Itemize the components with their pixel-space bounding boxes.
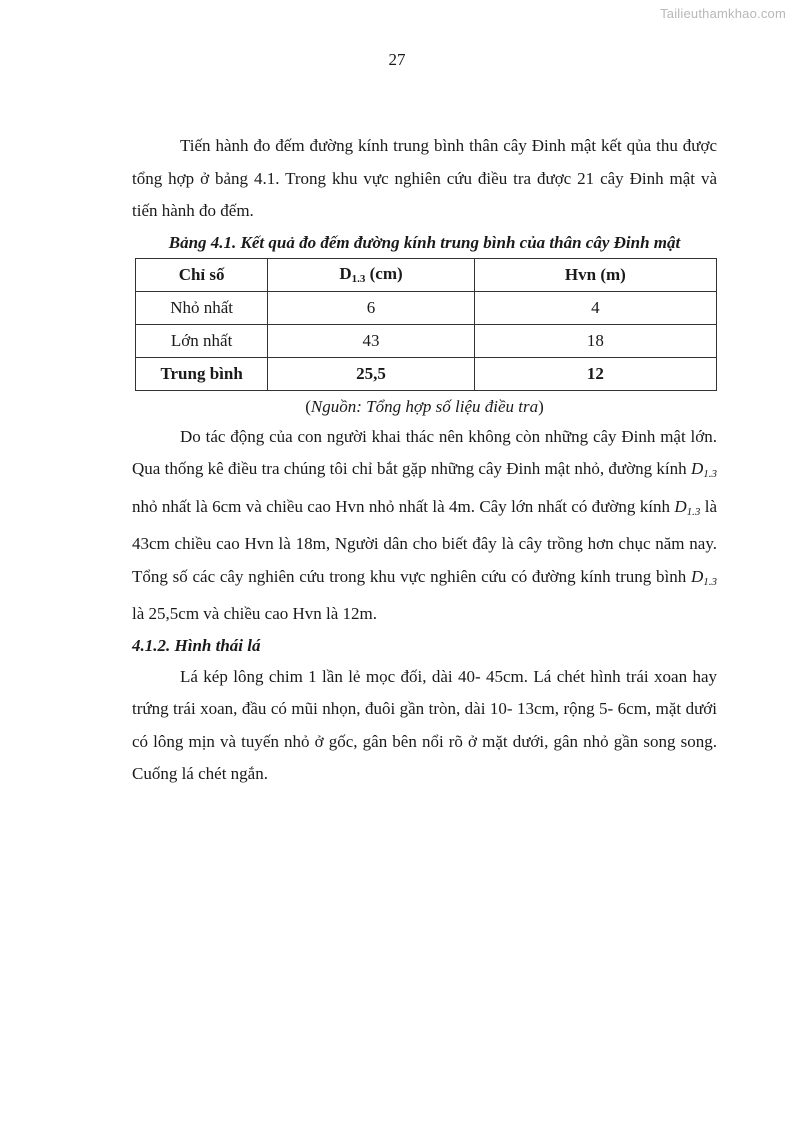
table-source [132, 393, 717, 421]
table-row [136, 324, 717, 357]
page-number: 27 [388, 50, 406, 69]
intro-paragraph: Tiến hành đo đếm đường kính trung bình thân cây Đinh mật kết qủa thu được tổng hợp ở bảng 4.1. Trong khu vực nghiên cứu điều tra được 21 cây Đinh mật và tiến hành đo đếm. [132, 136, 717, 220]
header-height: Hvn (m) [474, 258, 716, 291]
header-diameter-symbol: D [339, 264, 352, 283]
leaf-morphology-paragraph: Lá kép lông chim 1 lần lẻ mọc đối, dài 40- 45cm. Lá chét hình trái xoan hay trứng trái xoan, đầu có mũi nhọn, đuôi gần tròn, dài 10- 13cm, rộng 5- 6cm, mặt dưới có lông mịn và tuyến nhỏ ở gốc, gân bên nổi rõ ở mặt dưới, gân nhỏ gần song song. Cuống lá chét ngắn. [132, 666, 717, 783]
row-height: 12 [474, 357, 716, 390]
table-row [136, 291, 717, 324]
header-diameter-subscript: 1.3 [351, 273, 366, 285]
measurement-table [135, 258, 717, 391]
watermark: Tailieuthamkhao.com [660, 6, 786, 21]
diameter-symbol: D [690, 459, 704, 478]
header-diameter-unit: (cm) [365, 264, 403, 283]
diameter-subscript: 1.3 [703, 575, 717, 588]
row-label: Nhỏ nhất [136, 291, 268, 324]
table-caption: Bảng 4.1. Kết quả đo đếm đường kính trung bình của thân cây Đinh mật [168, 232, 681, 252]
header-diameter [268, 258, 475, 291]
analysis-text-1: Do tác động của con người khai thác nên không còn những cây Đinh mật lớn. Qua thống kê điều tra chúng tôi chỉ bắt gặp những cây Đinh mật nhỏ, đường kính [132, 426, 717, 478]
table-row-average [136, 357, 717, 390]
diameter-subscript: 1.3 [703, 468, 717, 480]
diameter-subscript: 1.3 [686, 505, 701, 518]
row-height: 4 [474, 291, 716, 324]
header-indicator: Chỉ số [136, 258, 268, 291]
analysis-text-4: là 25,5cm và chiều cao Hvn là 12m. [132, 604, 378, 623]
table-header-row [136, 258, 717, 291]
source-text: Nguồn: Tổng hợp số liệu điều tra [310, 396, 539, 416]
diameter-symbol: D [674, 496, 687, 516]
diameter-symbol: D [690, 566, 704, 586]
row-label: Trung bình [136, 357, 268, 390]
document-body [132, 130, 717, 791]
source-close-paren: ) [538, 396, 544, 416]
analysis-text-3: là 43cm chiều cao Hvn là 18m, Người dân cho biết đây là cây trồng hơn chục năm nay. Tổng số các cây nghiên cứu trong khu vực nghiên cứu có đường kính trung bình [132, 496, 717, 586]
row-height: 18 [474, 324, 716, 357]
row-label: Lớn nhất [136, 324, 268, 357]
row-diameter: 6 [268, 291, 475, 324]
section-heading: 4.1.2. Hình thái lá [132, 635, 261, 655]
row-diameter: 43 [268, 324, 475, 357]
analysis-text-2: nhỏ nhất là 6cm và chiều cao Hvn nhỏ nhất là 4m. Cây lớn nhất có đường kính [132, 496, 675, 516]
row-diameter: 25,5 [268, 357, 475, 390]
source-open-paren: ( [305, 396, 311, 416]
analysis-paragraph [132, 421, 717, 631]
